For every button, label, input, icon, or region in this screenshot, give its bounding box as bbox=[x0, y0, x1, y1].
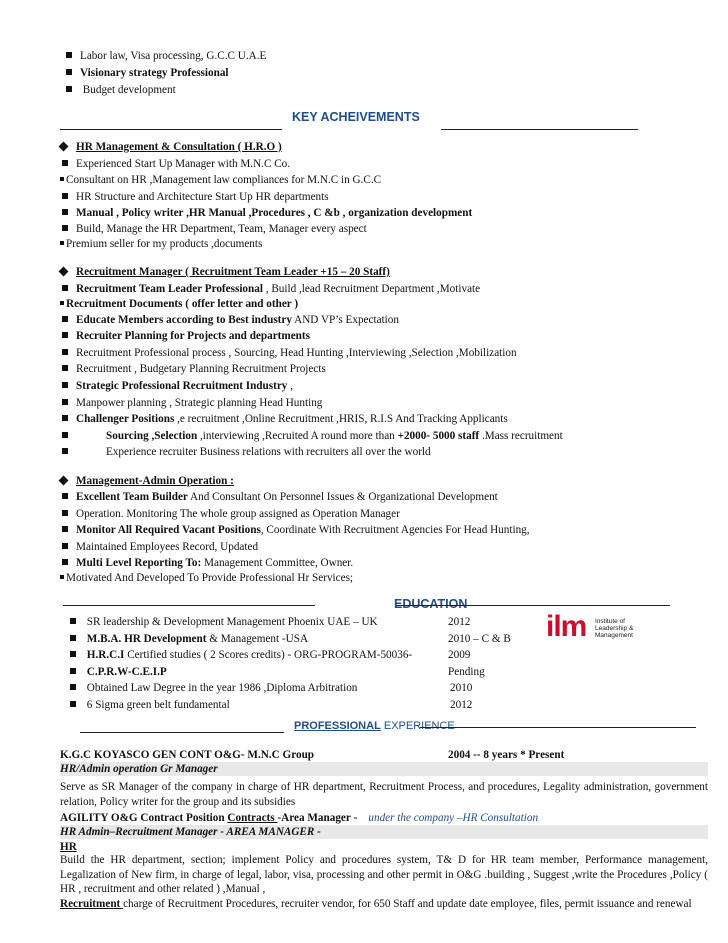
bullet-icon bbox=[62, 209, 68, 215]
list-item: Consultant on HR ,Management law compliances for M.N.C in G.C.C bbox=[60, 172, 381, 188]
bullet-icon bbox=[70, 635, 76, 641]
top-bullet: Budget development bbox=[66, 82, 176, 98]
bullet-icon bbox=[60, 575, 64, 579]
education-row: SR leadership & Development Management Phoenix UAE – UK bbox=[70, 614, 378, 630]
bullet-icon bbox=[62, 510, 68, 516]
bullet-icon bbox=[66, 86, 72, 92]
agility-position: AGILITY O&G Contract Position Contracts -Area Manager - under the company –HR Consultation bbox=[60, 812, 539, 824]
education-row: H.R.C.I Certified studies ( 2 Scores credits) - ORG-PROGRAM-50036- bbox=[70, 647, 412, 663]
list-item-text: Sourcing ,Selection ,interviewing ,Recruited A round more than +2000- 5000 staff .Mass recruitment bbox=[106, 430, 563, 442]
list-item: Manual , Policy writer ,HR Manual ,Procedures , C &b , organization development bbox=[62, 205, 472, 221]
diamond-bullet-icon bbox=[59, 266, 69, 276]
bullet-icon bbox=[62, 526, 68, 532]
list-item: Recruitment Team Leader Professional , Build ,lead Recruitment Department ,Motivate bbox=[62, 281, 480, 297]
education-row: Obtained Law Degree in the year 1986 ,Diploma Arbitration bbox=[70, 680, 357, 696]
education-row: C.P.R.W-C.E.I.P bbox=[70, 664, 167, 680]
bullet-icon bbox=[66, 69, 72, 75]
diamond-bullet-icon bbox=[59, 475, 69, 485]
bullet-icon bbox=[60, 301, 64, 305]
subsection-title-admin: Management-Admin Operation : bbox=[58, 473, 234, 489]
list-item: Recruitment , Budgetary Planning Recruitment Projects bbox=[62, 361, 326, 377]
bullet-icon bbox=[70, 701, 76, 707]
list-item: Excellent Team Builder And Consultant On Personnel Issues & Organizational Development bbox=[62, 489, 498, 505]
bullet-icon bbox=[62, 399, 68, 405]
list-item: Operation. Monitoring The whole group assigned as Operation Manager bbox=[62, 506, 400, 522]
bullet-icon bbox=[62, 543, 68, 549]
ilm-logo: ilm Institute of Leadership & Management bbox=[546, 610, 634, 643]
job-title: HR/Admin operation Gr Manager bbox=[60, 763, 218, 775]
job-company: K.G.C KOYASCO GEN CONT O&G- M.N.C Group bbox=[60, 749, 315, 761]
bullet-icon bbox=[62, 225, 68, 231]
divider bbox=[420, 727, 696, 728]
bullet-icon bbox=[62, 382, 68, 388]
bullet-icon bbox=[62, 332, 68, 338]
job-dates: 2004 -- 8 years * Present bbox=[448, 749, 565, 761]
bullet-icon bbox=[62, 349, 68, 355]
job-description: Serve as SR Manager of the company in charge of HR department, Recruitment Process, and procedures, Legality administration, government relation, Policy writer for the group and its subsidies bbox=[60, 781, 708, 808]
subsection-title-hro: HR Management & Consultation ( H.R.O ) bbox=[58, 139, 282, 155]
subsection-title-recruitment: Recruitment Manager ( Recruitment Team Leader +15 – 20 Staff) bbox=[58, 264, 390, 280]
bullet-icon bbox=[62, 160, 68, 166]
divider bbox=[441, 129, 638, 130]
education-year: 2010 – C & B bbox=[448, 633, 511, 645]
section-heading-achievements: KEY ACHEIVEMENTS bbox=[292, 110, 420, 124]
divider bbox=[63, 605, 315, 606]
education-year: Pending bbox=[448, 666, 485, 678]
hr-description: Build the HR department, section; implement Policy and procedures system, T& D for HR team member, Performance management, Legalization of New firm, in charge of legal, labor, visa, processing and other permit in O&G .building , Suggest ,write the Procedures ,Policy ( HR , recruitment and other related ) ,Manual , bbox=[60, 854, 708, 895]
divider bbox=[60, 129, 282, 130]
list-item: Build, Manage the HR Department, Team, Manager every aspect bbox=[62, 221, 367, 237]
bullet-icon bbox=[62, 432, 68, 438]
list-item: Maintained Employees Record, Updated bbox=[62, 539, 258, 555]
list-item: Experienced Start Up Manager with M.N.C Co. bbox=[62, 156, 290, 172]
list-item: HR Structure and Architecture Start Up HR departments bbox=[62, 189, 329, 205]
bullet-icon bbox=[66, 52, 72, 58]
bullet-icon bbox=[62, 193, 68, 199]
bullet-icon bbox=[60, 241, 64, 245]
list-item: Motivated And Developed To Provide Professional Hr Services; bbox=[60, 570, 353, 586]
agility-title: HR Admin–Recruitment Manager - AREA MANAGER - bbox=[60, 826, 321, 838]
education-row: M.B.A. HR Development & Management -USA bbox=[70, 631, 308, 647]
bullet-icon bbox=[70, 668, 76, 674]
ilm-logo-text: Institute of Leadership & Management bbox=[595, 618, 634, 639]
divider bbox=[80, 732, 284, 733]
list-item bbox=[62, 428, 76, 444]
list-item: Manpower planning , Strategic planning Head Hunting bbox=[62, 395, 322, 411]
bullet-icon bbox=[62, 448, 68, 454]
list-item: Recruitment Documents ( offer letter and other ) bbox=[60, 296, 298, 312]
list-item: Recruitment Professional process , Sourcing, Head Hunting ,Interviewing ,Selection ,Mobilization bbox=[62, 345, 517, 361]
top-bullet: Labor law, Visa processing, G.C.C U.A.E bbox=[66, 48, 266, 64]
list-item: Educate Members according to Best industry AND VP’s Expectation bbox=[62, 312, 399, 328]
bullet-icon bbox=[62, 559, 68, 565]
hr-label: HR bbox=[60, 841, 77, 853]
recruitment-description: Recruitment charge of Recruitment Procedures, recruiter vendor, for 650 Staff and update date employee, files, permit issuance and renewal bbox=[60, 898, 692, 910]
bullet-icon bbox=[70, 684, 76, 690]
list-item: Recruiter Planning for Projects and departments bbox=[62, 328, 310, 344]
diamond-bullet-icon bbox=[59, 141, 69, 151]
section-heading-experience: PROFESSIONAL EXPERIENCE bbox=[294, 720, 455, 732]
list-item: Multi Level Reporting To: Management Committee, Owner. bbox=[62, 555, 353, 571]
list-item: Challenger Positions ,e recruitment ,Online Recruitment ,HRIS, R.I.S And Tracking Applicants bbox=[62, 411, 508, 427]
list-item bbox=[62, 444, 76, 460]
bullet-icon bbox=[62, 415, 68, 421]
bullet-icon bbox=[70, 618, 76, 624]
divider bbox=[396, 605, 670, 606]
list-item-text: Experience recruiter Business relations with recruiters all over the world bbox=[106, 446, 431, 458]
bullet-icon bbox=[70, 651, 76, 657]
education-year: 2009 bbox=[448, 649, 471, 661]
list-item: Strategic Professional Recruitment Industry , bbox=[62, 378, 293, 394]
top-bullet: Visionary strategy Professional bbox=[66, 65, 229, 81]
education-year: 2010 bbox=[450, 682, 473, 694]
education-year: 2012 bbox=[450, 699, 473, 711]
section-heading-education: EDUCATION bbox=[394, 597, 468, 611]
list-item: Premium seller for my products ,documents bbox=[60, 236, 262, 252]
list-item: Monitor All Required Vacant Positions, Coordinate With Recruitment Agencies For Head Hunting, bbox=[62, 522, 530, 538]
bullet-icon bbox=[62, 365, 68, 371]
bullet-icon bbox=[62, 493, 68, 499]
education-row: 6 Sigma green belt fundamental bbox=[70, 697, 230, 713]
education-year: 2012 bbox=[448, 616, 471, 628]
bullet-icon bbox=[62, 285, 68, 291]
bullet-icon bbox=[62, 316, 68, 322]
bullet-icon bbox=[60, 177, 64, 181]
